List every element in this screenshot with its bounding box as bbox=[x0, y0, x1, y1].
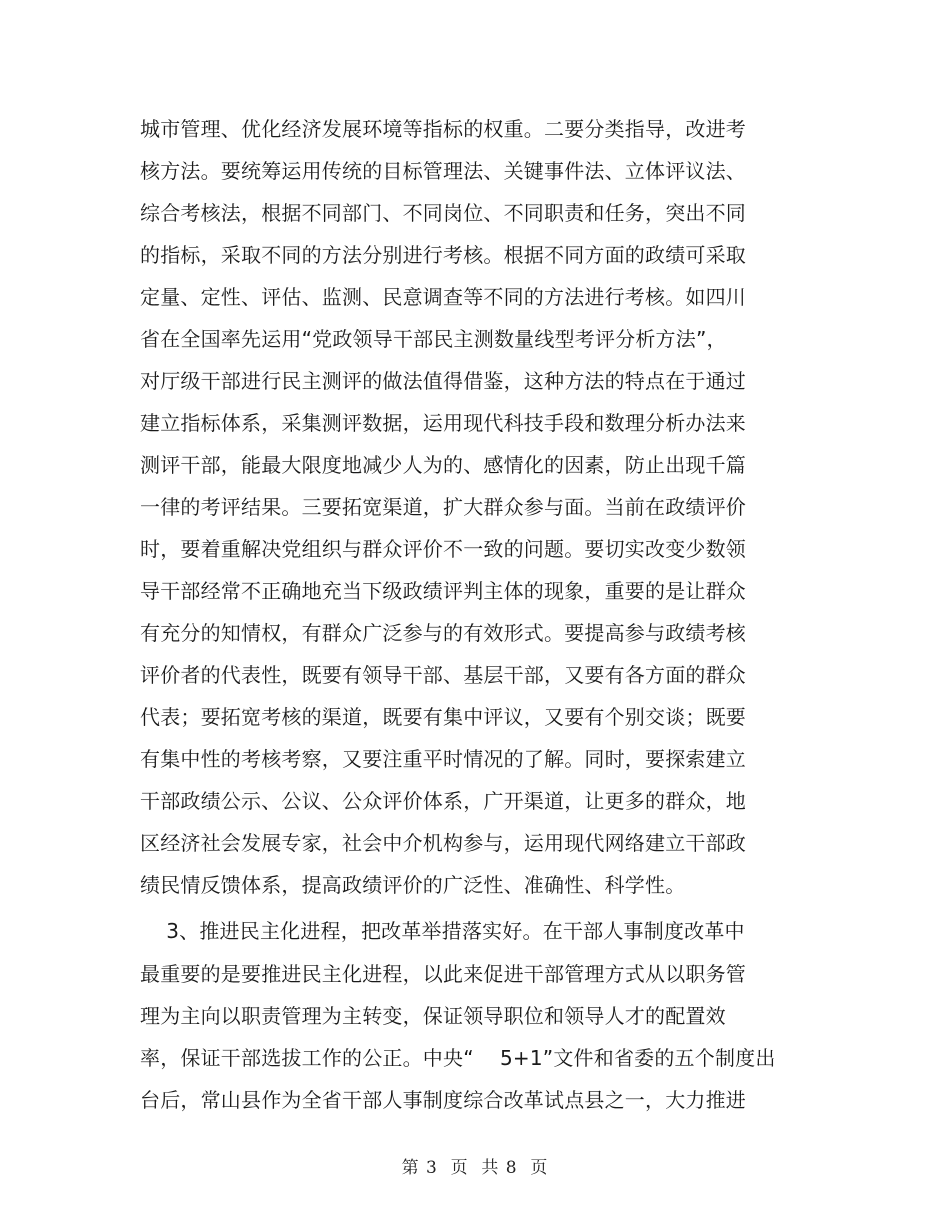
body-text-line: 率，保证干部选拔工作的公正。中央“ 5+1”文件和省委的五个制度出 bbox=[140, 1046, 776, 1070]
body-text-line: 对厅级干部进行民主测评的做法值得借鉴，这种方法的特点在于通过 bbox=[140, 369, 746, 393]
body-text-line: 省在全国率先运用“党政领导干部民主测数量线型考评分析方法”， bbox=[140, 327, 727, 351]
section-heading-line: 3、推进民主化进程，把改革举措落实好。在干部人事制度改革中 bbox=[140, 919, 745, 943]
body-text-line: 区经济社会发展专家，社会中介机构参与，运用现代网络建立干部政 bbox=[140, 831, 746, 855]
body-text-line: 干部政绩公示、公议、公众评价体系，广开渠道，让更多的群众，地 bbox=[140, 789, 746, 813]
body-text-line: 建立指标体系，采集测评数据，运用现代科技手段和数理分析办法来 bbox=[140, 411, 746, 435]
body-text-line: 一律的考评结果。三要拓宽渠道，扩大群众参与面。当前在政绩评价 bbox=[140, 495, 746, 519]
page-number-footer: 第 3 页 共 8 页 bbox=[401, 1158, 549, 1178]
body-text-line: 绩民情反馈体系，提高政绩评价的广泛性、准确性、科学性。 bbox=[140, 873, 686, 897]
body-text-line: 的指标，采取不同的方法分别进行考核。根据不同方面的政绩可采取 bbox=[140, 243, 746, 267]
body-text-line: 时，要着重解决党组织与群众评价不一致的问题。要切实改变少数领 bbox=[140, 537, 746, 561]
body-text-line: 最重要的是要推进民主化进程，以此来促进干部管理方式从以职务管 bbox=[140, 962, 746, 986]
body-text-line: 导干部经常不正确地充当下级政绩评判主体的现象，重要的是让群众 bbox=[140, 579, 746, 603]
body-text-line: 城市管理、优化经济发展环境等指标的权重。二要分类指导，改进考 bbox=[140, 117, 746, 141]
body-text-line: 有集中性的考核考察，又要注重平时情况的了解。同时，要探索建立 bbox=[140, 747, 746, 771]
body-text-line: 核方法。要统筹运用传统的目标管理法、关键事件法、立体评议法、 bbox=[140, 159, 746, 183]
body-text-line: 定量、定性、评估、监测、民意调查等不同的方法进行考核。如四川 bbox=[140, 285, 746, 309]
body-text-line: 测评干部，能最大限度地减少人为的、感情化的因素，防止出现千篇 bbox=[140, 453, 746, 477]
body-text-line: 代表；要拓宽考核的渠道，既要有集中评议，又要有个别交谈；既要 bbox=[140, 705, 746, 729]
body-text-line: 评价者的代表性，既要有领导干部、基层干部，又要有各方面的群众 bbox=[140, 663, 746, 687]
body-text-line: 台后，常山县作为全省干部人事制度综合改革试点县之一，大力推进 bbox=[140, 1088, 746, 1112]
body-text-line: 有充分的知情权，有群众广泛参与的有效形式。要提高参与政绩考核 bbox=[140, 621, 746, 645]
body-text-line: 综合考核法，根据不同部门、不同岗位、不同职责和任务，突出不同 bbox=[140, 201, 746, 225]
body-text-line: 理为主向以职责管理为主转变，保证领导职位和领导人才的配置效 bbox=[140, 1004, 726, 1028]
